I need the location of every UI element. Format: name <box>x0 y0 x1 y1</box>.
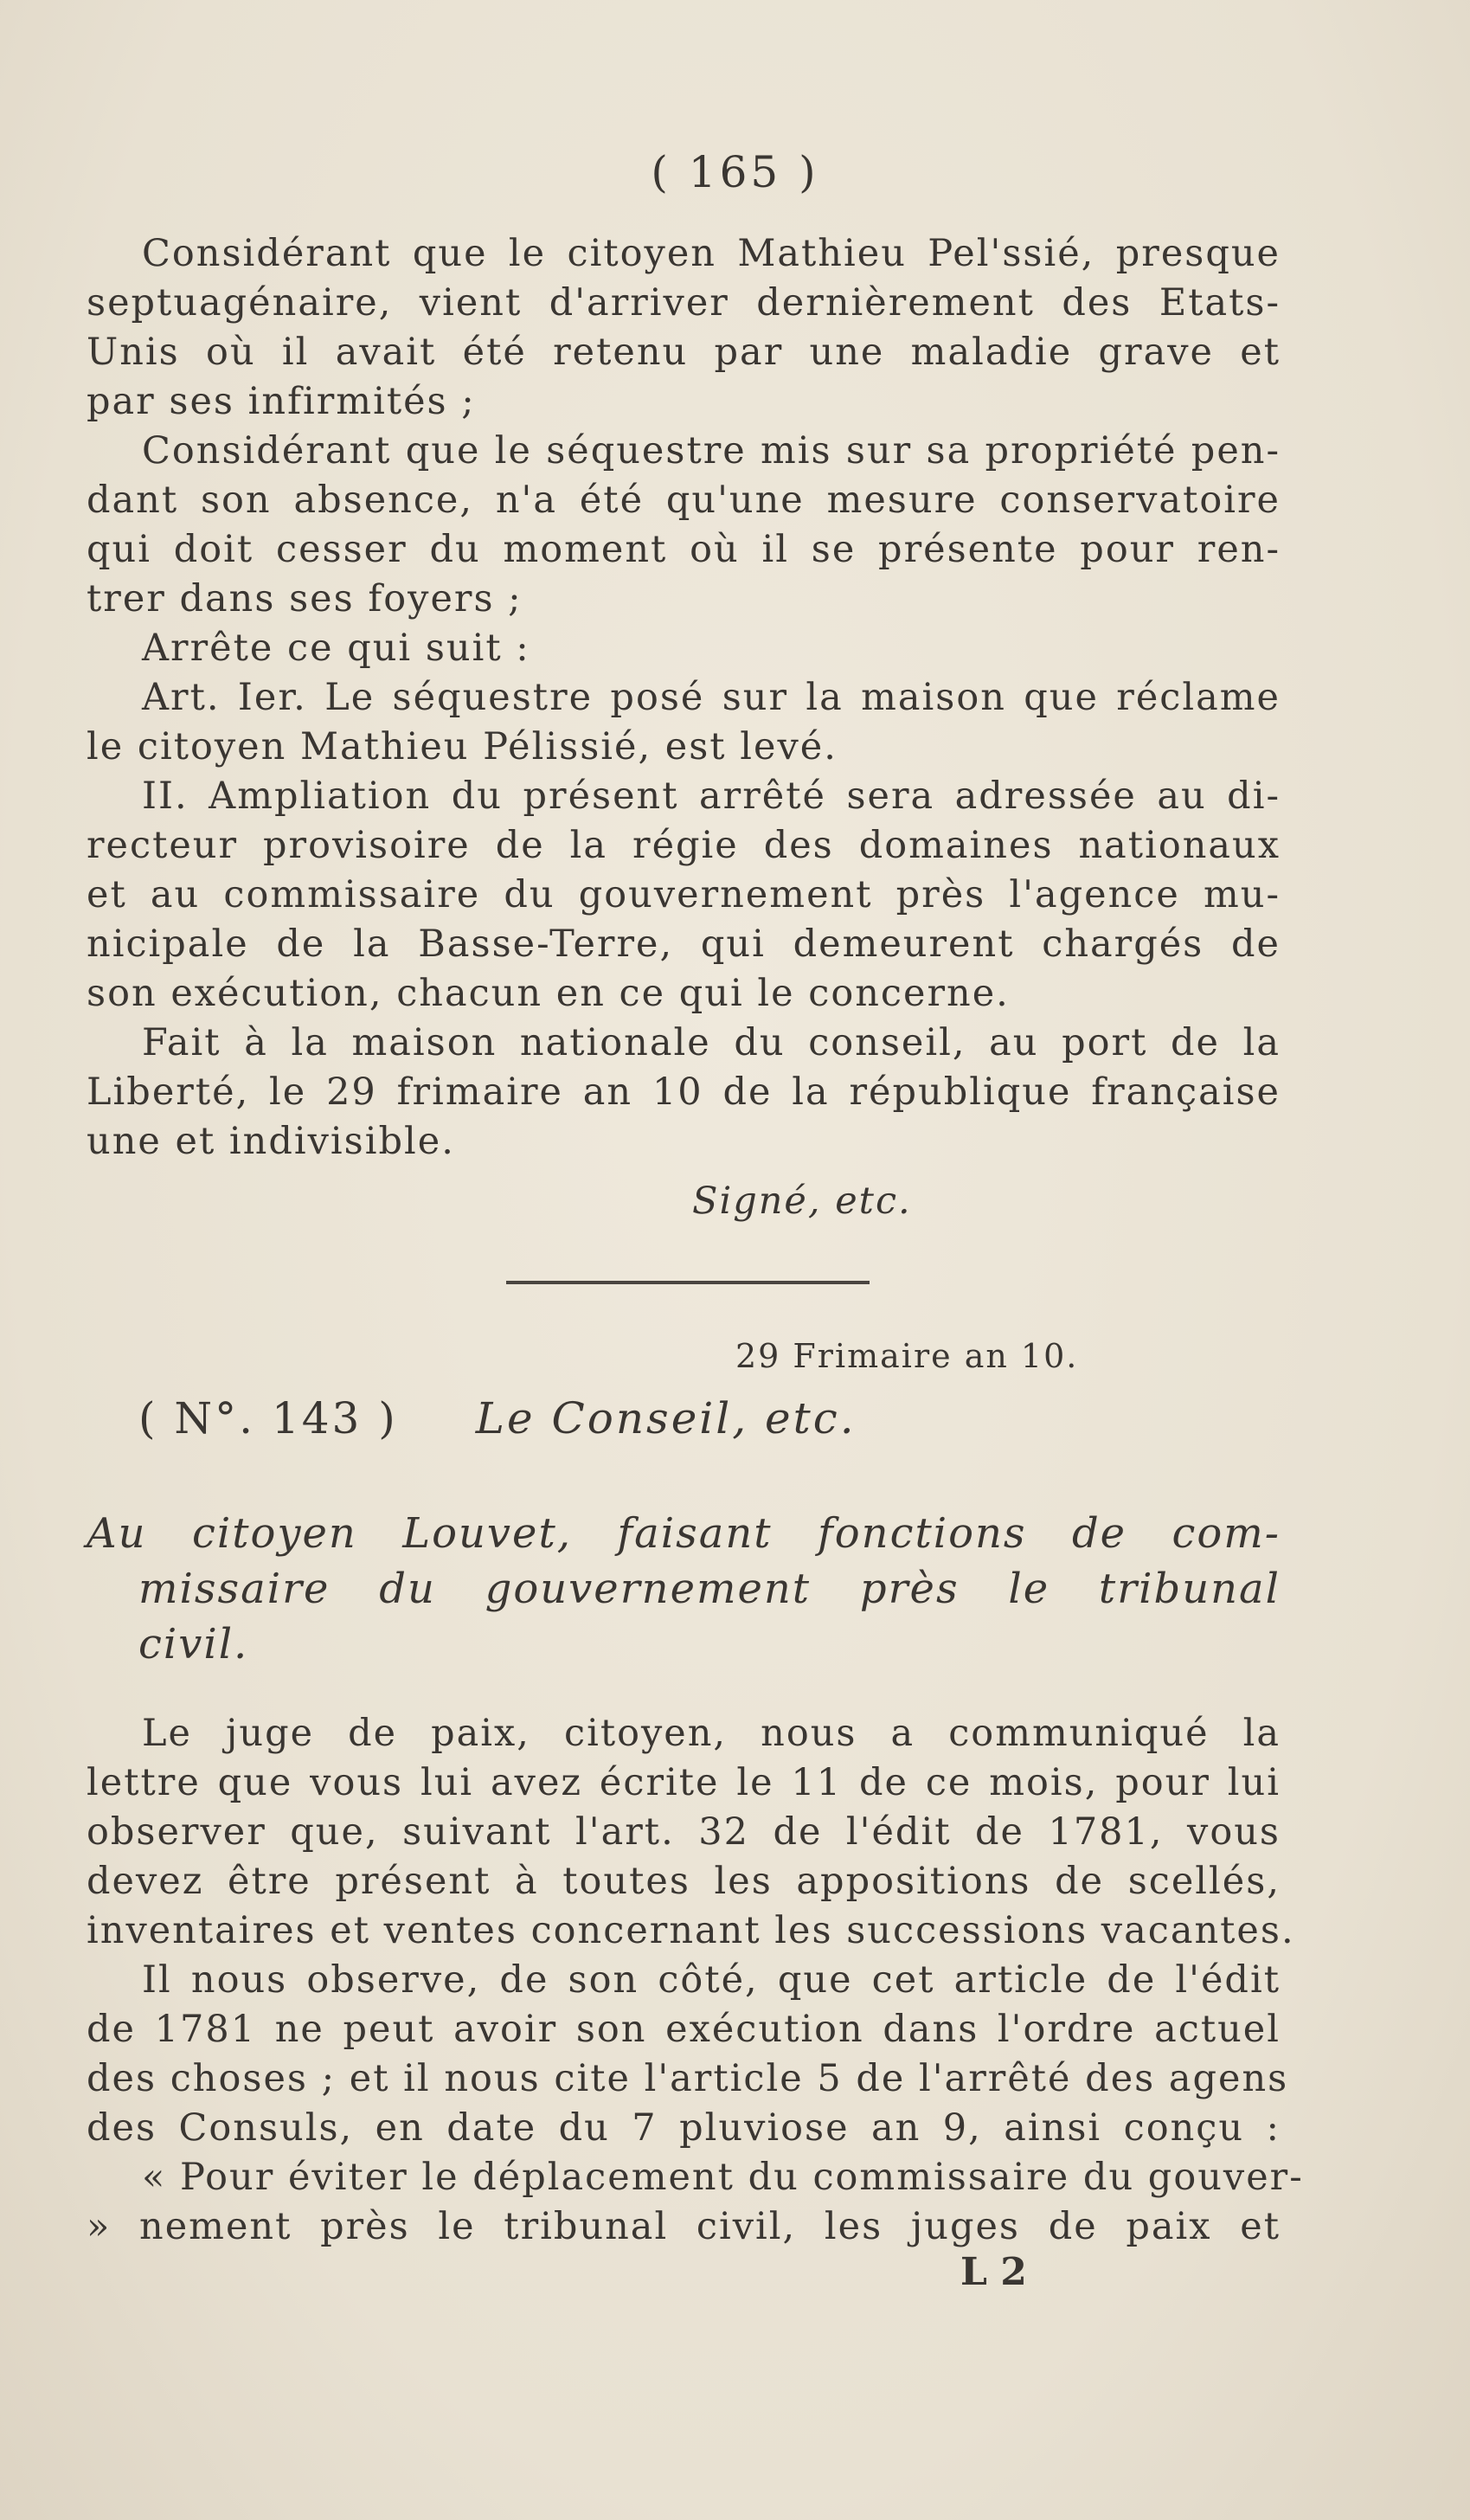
letter-heading <box>138 1393 857 1443</box>
letter-date: 29 Frimaire an 10. <box>735 1337 1079 1375</box>
text-line: des choses ; et il nous cite l'article 5 de l'arrêté des agens <box>87 2057 1289 2100</box>
text-line: son exécution, chacun en ce qui le concerne. <box>87 972 1010 1015</box>
text-line: une et indivisible. <box>87 1120 455 1163</box>
address-line: civil. <box>138 1620 249 1668</box>
text-line: Unis où il avait été retenu par une maladie grave et <box>87 331 1281 374</box>
text-line: Fait à la maison nationale du conseil, au port de la <box>142 1021 1281 1064</box>
text-line: nicipale de la Basse-Terre, qui demeurent chargés de <box>87 922 1281 966</box>
letter-sender: Le Conseil, etc. <box>475 1393 857 1443</box>
text-line: inventaires et ventes concernant les successions vacantes. <box>87 1909 1295 1952</box>
divider-rule <box>506 1281 870 1284</box>
text-line: « Pour éviter le déplacement du commissaire du gouver- <box>142 2156 1304 2199</box>
text-line: septuagénaire, vient d'arriver dernièrement des Etats- <box>87 281 1281 325</box>
signature: Signé, etc. <box>692 1180 912 1223</box>
letter-body <box>87 1709 1304 2252</box>
text-line: recteur provisoire de la régie des domaines nationaux <box>87 824 1281 867</box>
address-line: Au citoyen Louvet, faisant fonctions de com- <box>87 1509 1281 1558</box>
text-line: Art. Ier. Le séquestre posé sur la maison que réclame <box>142 676 1281 719</box>
text-line: trer dans ses foyers ; <box>87 577 523 620</box>
text-line: Considérant que le séquestre mis sur sa propriété pen- <box>142 429 1281 472</box>
text-line: lettre que vous lui avez écrite le 11 de ce mois, pour lui <box>87 1761 1281 1804</box>
text-line: le citoyen Mathieu Pélissié, est levé. <box>87 725 838 768</box>
text-line: dant son absence, n'a été qu'une mesure conservatoire <box>87 479 1281 522</box>
text-line: qui doit cesser du moment où il se présente pour ren- <box>87 528 1281 571</box>
text-line: Il nous observe, de son côté, que cet article de l'édit <box>142 1958 1281 2002</box>
text-line: observer que, suivant l'art. 32 de l'édit de 1781, vous <box>87 1810 1281 1854</box>
letter-number: ( N°. 143 ) <box>138 1393 398 1443</box>
text-line: Liberté, le 29 frimaire an 10 de la république française <box>87 1070 1281 1114</box>
text-line: Considérant que le citoyen Mathieu Pel'ssié, presque <box>142 232 1281 275</box>
text-line: » nement près le tribunal civil, les juges de paix et <box>87 2205 1281 2248</box>
text-line: II. Ampliation du présent arrêté sera adressée au di- <box>142 775 1281 818</box>
text-line: devez être présent à toutes les appositions de scellés, <box>87 1860 1281 1903</box>
text-line: et au commissaire du gouvernement près l'agence mu- <box>87 873 1281 916</box>
text-line: Le juge de paix, citoyen, nous a communiqué la <box>142 1712 1281 1755</box>
text-line: Arrête ce qui suit : <box>142 627 530 670</box>
letter-address <box>87 1506 1281 1672</box>
signature-block <box>87 1177 1281 1226</box>
text-line: de 1781 ne peut avoir son exécution dans l'ordre actuel <box>87 2008 1281 2051</box>
signature-mark: L 2 <box>960 2250 1027 2294</box>
text-line: des Consuls, en date du 7 pluviose an 9, ainsi conçu : <box>87 2106 1281 2150</box>
page-number: ( 165 ) <box>651 147 819 197</box>
address-line: missaire du gouvernement près le tribunal <box>138 1565 1281 1613</box>
text-line: par ses infirmités ; <box>87 380 476 423</box>
decree-text <box>87 229 1281 1167</box>
